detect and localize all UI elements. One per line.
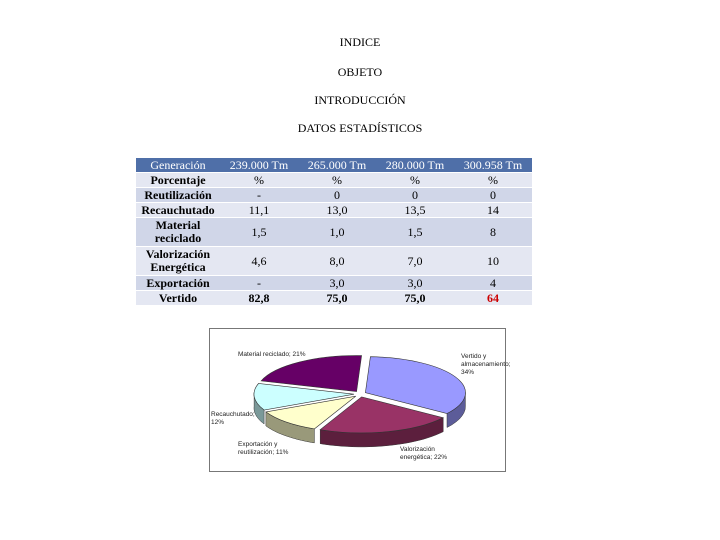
pie-label-vertido: Vertido y almacenamiento; 34% — [461, 353, 511, 376]
row-label: Material reciclado — [136, 218, 220, 247]
table-row — [136, 218, 532, 247]
table-cell: 11,1 — [220, 203, 298, 218]
table-cell: 8 — [454, 218, 532, 247]
table-cell: 13,0 — [298, 203, 376, 218]
menu-item-indice[interactable]: INDICE — [339, 35, 381, 49]
table-cell: 0 — [454, 188, 532, 203]
table-cell: 0 — [298, 188, 376, 203]
header-year-cell: 239.000 Tm — [220, 158, 298, 173]
table-cell: % — [220, 173, 298, 188]
menu-item-objeto[interactable]: OBJETO — [337, 65, 383, 79]
table-cell: 0 — [376, 188, 454, 203]
table-cell: 4 — [454, 276, 532, 291]
table-cell: - — [220, 276, 298, 291]
pie-label-valorizacion: Valorización energética; 22% — [400, 446, 447, 461]
row-label: Reutilización — [136, 188, 220, 203]
header-label-cell: Generación — [136, 158, 220, 173]
pie-label-exportacion: Exportación y reutilización; 11% — [238, 441, 289, 456]
table-cell: % — [298, 173, 376, 188]
table-cell: - — [220, 188, 298, 203]
table-cell: 1,5 — [220, 218, 298, 247]
table-cell: 14 — [454, 203, 532, 218]
table-cell: 1,0 — [298, 218, 376, 247]
row-label: Exportación — [136, 276, 220, 291]
table-row — [136, 247, 532, 276]
header-year-cell: 300.958 Tm — [454, 158, 532, 173]
header-year-cell: 280.000 Tm — [376, 158, 454, 173]
table-cell: 7,0 — [376, 247, 454, 276]
table-cell: 10 — [454, 247, 532, 276]
table-row — [136, 276, 532, 291]
statistics-table — [136, 158, 532, 306]
table-header-row — [136, 158, 532, 173]
row-label: Recauchutado — [136, 203, 220, 218]
pie-chart — [209, 328, 511, 472]
table-cell: 3,0 — [298, 276, 376, 291]
table-row — [136, 188, 532, 203]
table-cell: % — [376, 173, 454, 188]
pie-label-recauchutado: Recauchutado; 12% — [211, 411, 255, 426]
table-row — [136, 173, 532, 188]
pie-label-material-reciclado: Material reciclado; 21% — [238, 351, 306, 358]
menu-item-introduccion[interactable]: INTRODUCCIÓN — [314, 93, 406, 107]
row-label: Vertido — [136, 291, 220, 306]
table-cell: 4,6 — [220, 247, 298, 276]
table-cell: 64 — [454, 291, 532, 306]
table-cell: 1,5 — [376, 218, 454, 247]
table-cell: % — [454, 173, 532, 188]
row-label: Valorización Energética — [136, 247, 220, 276]
table-cell: 8,0 — [298, 247, 376, 276]
header-year-cell: 265.000 Tm — [298, 158, 376, 173]
table-cell: 13,5 — [376, 203, 454, 218]
table-cell: 75,0 — [298, 291, 376, 306]
table-cell: 75,0 — [376, 291, 454, 306]
row-label: Porcentaje — [136, 173, 220, 188]
table-cell: 82,8 — [220, 291, 298, 306]
menu-item-datos-estadisticos[interactable]: DATOS ESTADÍSTICOS — [297, 121, 423, 135]
table-cell: 3,0 — [376, 276, 454, 291]
table-row — [136, 203, 532, 218]
table-row — [136, 291, 532, 306]
